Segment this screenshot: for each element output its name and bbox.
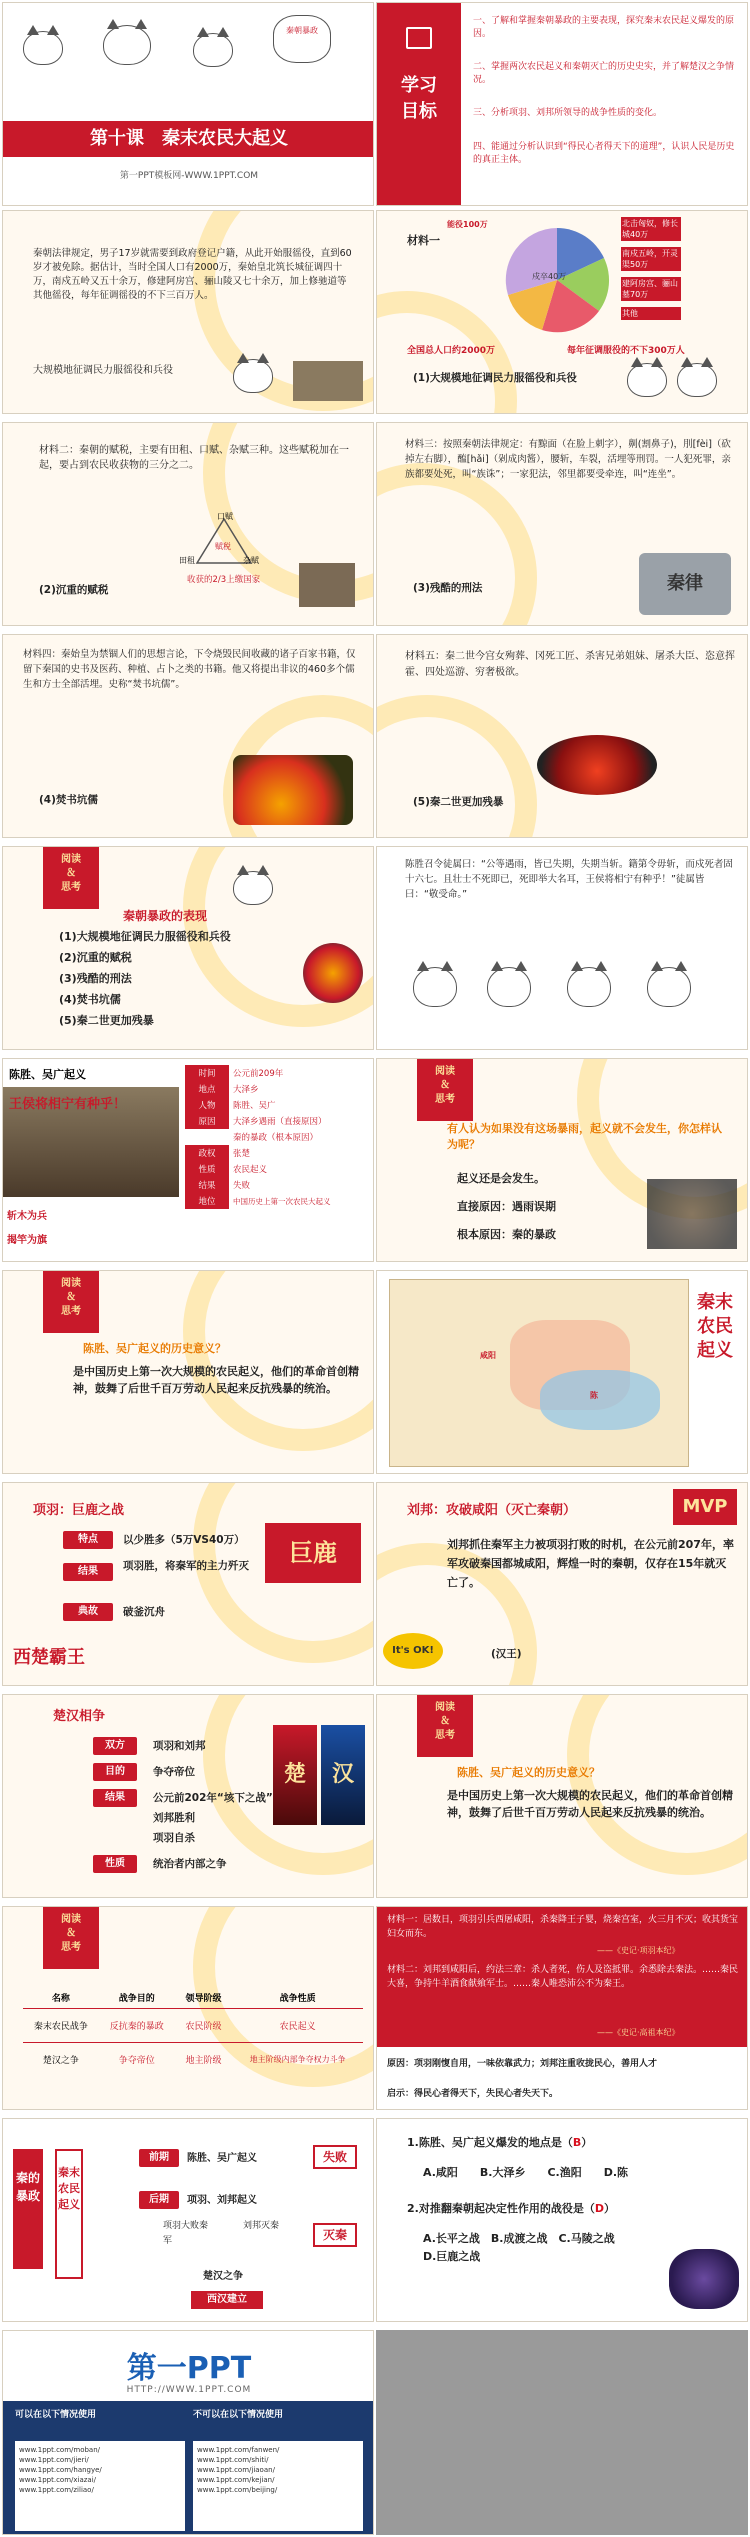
slide-tyranny-summary bbox=[2, 846, 374, 1050]
slide-rain-question bbox=[376, 1058, 748, 1262]
quiz-question: 1.陈胜、吴广起义爆发的地点是（B） bbox=[407, 2136, 593, 2149]
cartoon-cat bbox=[233, 871, 273, 905]
material-text: 材料二：秦朝的赋税，主要有田租、口赋、杂赋三种。这些赋税加在一起，要占到农民收获物的三分之二。 bbox=[39, 445, 349, 471]
hero-name: 西楚霸王 bbox=[13, 1647, 85, 1668]
lesson-text: 启示：得民心者得天下，失民心者失天下。 bbox=[387, 2089, 559, 2099]
footer-link[interactable]: www.1ppt.com/fanwen/ bbox=[197, 2446, 280, 2454]
answer-text: 直接原因：遇雨误期 bbox=[457, 1200, 556, 1213]
pie-label: 建阿房宫、骊山墓70万 bbox=[621, 277, 681, 301]
slide-significance-1 bbox=[2, 1270, 374, 1474]
caption: (汉王) bbox=[491, 1648, 522, 1660]
volcano-illustration bbox=[537, 735, 657, 795]
caption: 揭竿为旗 bbox=[7, 1235, 47, 1246]
han-flag: 汉 bbox=[321, 1725, 365, 1825]
section-title: 楚汉相争 bbox=[53, 1709, 106, 1724]
quiz-question: 2.对推翻秦朝起决定性作用的战役是（D） bbox=[407, 2202, 615, 2215]
reason-text: 原因：项羽刚愎自用，一味依靠武力；刘邦注重收拢民心，善用人才 bbox=[387, 2059, 658, 2069]
map-label: 咸阳 bbox=[480, 1351, 496, 1360]
table-row: 结果 失败 bbox=[185, 1177, 371, 1193]
map-region bbox=[540, 1370, 660, 1430]
read-think-badge: 阅读 ＆ 思考 bbox=[417, 1059, 473, 1121]
row-value: 统治者内部之争 bbox=[153, 1858, 227, 1870]
row-badge: 典故 bbox=[63, 1603, 113, 1621]
footer-link[interactable]: www.1ppt.com/kejian/ bbox=[197, 2476, 275, 2484]
slide-second-emperor bbox=[376, 634, 748, 838]
source: ——《史记·高祖本纪》 bbox=[597, 2028, 680, 2037]
caption: 斩木为兵 bbox=[7, 1211, 47, 1222]
brand-logo: 第一PPT bbox=[126, 2351, 252, 2386]
map-result: 灭秦 bbox=[313, 2223, 357, 2247]
slide-goals bbox=[376, 2, 748, 206]
license-band bbox=[3, 2401, 374, 2535]
blank-area bbox=[376, 2330, 748, 2535]
subtitle: 第一PPT模板网-WWW.1PPT.COM bbox=[119, 171, 259, 181]
cartoon-cat bbox=[103, 25, 151, 65]
summary-item: (2)沉重的赋税 bbox=[59, 951, 132, 964]
row-value: 破釜沉舟 bbox=[123, 1606, 165, 1618]
quiz-options: D.巨鹿之战 bbox=[423, 2250, 481, 2263]
table-row: 时间 公元前209年 bbox=[185, 1065, 371, 1081]
slide-title bbox=[2, 2, 374, 206]
question-text: 陈胜、吴广起义的历史意义？ bbox=[457, 1766, 600, 1779]
row-value: 争夺帝位 bbox=[153, 1766, 195, 1778]
goals-heading: 学习 目标 bbox=[401, 75, 437, 122]
event-text: 刘邦抓住秦军主力被项羽打败的时机，在公元前207年，率军攻破秦国都城咸阳，辉煌一时的秦朝，仅存在15年就灭亡了。 bbox=[447, 1538, 734, 1589]
goals-sidebar bbox=[377, 3, 461, 206]
material-text: 材料二：刘邦到咸阳后，约法三章：杀人者死，伤人及盗抵罪。余悉除去秦法。……秦民大喜，争持牛羊酒食献飨军士。……秦人唯恐沛公不为秦王。 bbox=[387, 1965, 739, 1989]
slide-comparison bbox=[2, 1906, 374, 2110]
map-node: 项羽、刘邦起义 bbox=[187, 2195, 257, 2206]
answer-text: 起义还是会发生。 bbox=[457, 1172, 545, 1185]
table-row: 政权 张楚 bbox=[185, 1145, 371, 1161]
table-row: 秦末农民战争 反抗秦的暴政 农民阶级 农民起义 bbox=[23, 2009, 363, 2043]
summary-item: (1)大规模地征调民力服徭役和兵役 bbox=[59, 930, 231, 943]
pie-label: 戍卒40万 bbox=[532, 272, 567, 281]
row-badge: 结果 bbox=[93, 1789, 137, 1807]
table-title: 陈胜、吴广起义 bbox=[3, 1063, 103, 1083]
row-badge: 双方 bbox=[93, 1737, 137, 1755]
slide-chu-han bbox=[2, 1694, 374, 1898]
read-think-badge: 阅读 ＆ 思考 bbox=[43, 1907, 99, 1969]
row-value: 以少胜多（5万VS40万） bbox=[123, 1534, 245, 1546]
slide-material-1 bbox=[376, 210, 748, 414]
link-list bbox=[193, 2441, 363, 2531]
table-row: 人物 陈胜、吴广 bbox=[185, 1097, 371, 1113]
link-list bbox=[15, 2441, 185, 2531]
section-label: (3)残酷的刑法 bbox=[413, 582, 483, 594]
row-badge: 结果 bbox=[63, 1563, 113, 1581]
slide-mindmap bbox=[2, 2118, 374, 2322]
cartoon-cat bbox=[647, 967, 691, 1007]
section-label: (4)焚书坑儒 bbox=[39, 794, 98, 806]
table-row: 性质 农民起义 bbox=[185, 1161, 371, 1177]
footer-link[interactable]: www.1ppt.com/jieri/ bbox=[19, 2456, 89, 2464]
wall-illustration bbox=[293, 361, 363, 401]
tax-illustration bbox=[299, 563, 355, 607]
pie-label: 能役100万 bbox=[447, 220, 488, 229]
summary-heading: 秦朝暴政的表现 bbox=[123, 909, 208, 923]
material-label: 材料一 bbox=[407, 234, 440, 247]
summary-item: (3)残酷的刑法 bbox=[59, 972, 132, 985]
fire-illustration bbox=[303, 943, 363, 1003]
map-node: 楚汉之争 bbox=[203, 2271, 243, 2282]
question-text: 陈胜、吴广起义的历史意义？ bbox=[83, 1342, 226, 1355]
brand-url: HTTP://WWW.1PPT.COM bbox=[126, 2385, 252, 2395]
footer-link[interactable]: www.1ppt.com/xiazai/ bbox=[19, 2476, 97, 2484]
footer-link[interactable]: www.1ppt.com/moban/ bbox=[19, 2446, 101, 2454]
title-band bbox=[3, 121, 374, 157]
map-branch: 前期 bbox=[139, 2149, 179, 2167]
question-text: 有人认为如果没有这场暴雨，起义就不会发生，你怎样认为呢？ bbox=[447, 1122, 722, 1151]
map-result: 失败 bbox=[313, 2145, 357, 2169]
map-node: 刘邦灭秦 bbox=[243, 2221, 280, 2231]
pie-caption: 全国总人口约2000万 bbox=[407, 346, 496, 356]
cartoon-cat bbox=[193, 33, 233, 67]
goal-item: 二、掌握两次农民起义和秦朝灭亡的历史史实，并了解楚汉之争情况。 bbox=[473, 62, 735, 85]
uprising-map bbox=[389, 1279, 689, 1467]
stone-illustration bbox=[647, 1179, 737, 1249]
footer-link[interactable]: www.1ppt.com/jiaoan/ bbox=[197, 2466, 275, 2474]
row-value: 公元前202年“垓下之战” bbox=[153, 1792, 273, 1804]
tax-node: 杂赋 bbox=[243, 556, 259, 565]
section-label: 大规模地征调民力服徭役和兵役 bbox=[33, 365, 173, 376]
slide-julu bbox=[2, 1482, 374, 1686]
slide-map bbox=[376, 1270, 748, 1474]
slide-book-burning bbox=[2, 634, 374, 838]
julu-sign: 巨鹿 bbox=[265, 1523, 361, 1583]
quiz-options: A.长平之战 B.成渡之战 C.马陵之战 bbox=[423, 2232, 615, 2245]
slide-chen-sheng-quote bbox=[376, 846, 748, 1050]
read-think-badge: 阅读 ＆ 思考 bbox=[417, 1695, 473, 1757]
materials-band bbox=[377, 1907, 748, 2047]
slide-corvee bbox=[2, 210, 374, 414]
fire-illustration bbox=[233, 755, 353, 825]
slide-significance-2 bbox=[376, 1694, 748, 1898]
slide-xianyang bbox=[376, 1482, 748, 1686]
tax-center: 赋税 bbox=[215, 542, 231, 551]
license-heading: 不可以在以下情况使用 bbox=[193, 2410, 284, 2420]
presentation-icon bbox=[406, 27, 432, 49]
tax-note: 收获的2/3上缴国家 bbox=[187, 575, 261, 585]
section-label: (2)沉重的赋税 bbox=[39, 584, 109, 596]
footer-link[interactable]: www.1ppt.com/shiti/ bbox=[197, 2456, 269, 2464]
material-text: 材料四：秦始皇为禁锢人们的思想言论，下令烧毁民间收藏的诸子百家书籍，仅留下秦国的史书及医药、种植、占卜之类的书籍。他又将提出非议的460多个儒生和方士全部活埋。史称“焚书坑儒”。 bbox=[23, 649, 356, 690]
material-text: 材料三：按照秦朝法律规定：有黥面（在脸上刺字），劓(割鼻子)，刖[fèi]（砍掉左右脚），醢[hǎi]（剁成肉酱），腰斩，车裂，活埋等刑罚。一人犯死罪，亲族都要处死，叫“族诛”；一家犯法，邻里都要受牵连，叫“连坐”。 bbox=[405, 439, 731, 480]
answer-text: 是中国历史上第一次大规模的农民起义，他们的革命首创精神，鼓舞了后世千百万劳动人民起来反抗残暴的统治。 bbox=[73, 1365, 359, 1395]
soldiers-illustration bbox=[669, 2249, 739, 2309]
cartoon-cat bbox=[487, 967, 531, 1007]
row-value: 项羽自杀 bbox=[153, 1832, 195, 1844]
source: ——《史记·项羽本纪》 bbox=[597, 1946, 680, 1955]
table-header-row: 名称 战争目的 领导阶级 战争性质 bbox=[51, 1994, 316, 2004]
map-root: 秦的暴政 bbox=[13, 2149, 43, 2269]
quiz-options: A.咸阳 B.大泽乡 C.渔阳 D.陈 bbox=[423, 2166, 629, 2179]
answer-text: 根本原因：秦的暴政 bbox=[457, 1228, 556, 1241]
law-stone: 秦律 bbox=[639, 553, 731, 615]
footer-link[interactable]: www.1ppt.com/beijing/ bbox=[197, 2486, 278, 2494]
cartoon-cat bbox=[677, 363, 717, 397]
battle-title: 刘邦：攻破咸阳（灭亡秦朝） bbox=[407, 1503, 577, 1518]
table-row: 地点 大泽乡 bbox=[185, 1081, 371, 1097]
slide-brand bbox=[2, 2330, 374, 2535]
table-row: 原因 大泽乡遇雨（直接原因） bbox=[185, 1113, 371, 1129]
uprising-painting bbox=[3, 1087, 179, 1197]
row-badge: 特点 bbox=[63, 1531, 113, 1549]
goal-item: 一、了解和掌握秦朝暴政的主要表现，探究秦末农民起义爆发的原因。 bbox=[473, 16, 735, 39]
goal-item: 三、分析项羽、刘邦所领导的战争性质的变化。 bbox=[473, 108, 663, 118]
map-node: 项羽大败秦军 bbox=[163, 2221, 209, 2246]
slide-law bbox=[376, 422, 748, 626]
map-end: 西汉建立 bbox=[191, 2291, 263, 2309]
pie-label: 北击匈奴，修长城40万 bbox=[621, 217, 681, 241]
read-think-badge: 阅读 ＆ 思考 bbox=[43, 847, 99, 909]
cartoon-cat bbox=[413, 967, 457, 1007]
slide-materials-final bbox=[376, 1906, 748, 2110]
row-badge: 性质 bbox=[93, 1855, 137, 1873]
cartoon-cat bbox=[233, 359, 273, 393]
map-center: 秦末农民起义 bbox=[55, 2149, 83, 2279]
slide-quiz bbox=[376, 2118, 748, 2322]
comparison-table bbox=[23, 1987, 363, 2076]
table-row: 秦的暴政（根本原因） bbox=[233, 1133, 319, 1143]
chu-flag: 楚 bbox=[273, 1725, 317, 1825]
mvp-badge: MVP bbox=[673, 1489, 737, 1525]
map-label: 陈 bbox=[590, 1391, 598, 1400]
license-heading: 可以在以下情况使用 bbox=[15, 2410, 97, 2420]
battle-title: 项羽：巨鹿之战 bbox=[33, 1503, 125, 1518]
cartoon-cat bbox=[23, 31, 63, 65]
slide-tax bbox=[2, 422, 374, 626]
lesson-title: 第十课 秦末农民大起义 bbox=[90, 128, 288, 149]
cartoon-cat bbox=[567, 967, 611, 1007]
slide-uprising-table bbox=[2, 1058, 374, 1262]
row-value: 项羽和刘邦 bbox=[153, 1740, 206, 1752]
footer-link[interactable]: www.1ppt.com/ziliao/ bbox=[19, 2486, 94, 2494]
summary-item: (5)秦二世更加残暴 bbox=[59, 1014, 154, 1027]
section-label: (5)秦二世更加残暴 bbox=[413, 796, 504, 808]
pie-caption: 每年征调服役的不下300万人 bbox=[567, 346, 685, 356]
summary-item: (4)焚书坑儒 bbox=[59, 993, 121, 1006]
row-badge: 目的 bbox=[93, 1763, 137, 1781]
row-value: 刘邦胜利 bbox=[153, 1812, 195, 1824]
material-text: 材料五：秦二世今宫女殉葬、冈死工匠、杀害兄弟姐妹、屠杀大臣、恣意挥霍、四处巡游、穷奢极欲。 bbox=[405, 651, 735, 678]
map-title: 秦末农民起义 bbox=[697, 1292, 733, 1361]
row-value: 项羽胜，将秦军的主力歼灭 bbox=[123, 1560, 249, 1572]
uprising-table bbox=[185, 1065, 371, 1209]
material-text: 秦朝法律规定，男子17岁就需要到政府登记户籍，从此开始服徭役，直到60岁才被免除。据估计，当时全国人口有2000万，秦始皇北筑长城征调四十万，南戍五岭又五十余万，修建阿房宫、骊山陵又七十余万，加上修驰道等其他徭役，每年征调徭役的不下三百万人。 bbox=[33, 248, 352, 301]
tax-node: 田租 bbox=[179, 556, 195, 565]
section-label: (1)大规模地征调民力服徭役和兵役 bbox=[413, 372, 577, 384]
pie-label: 其他 bbox=[621, 307, 681, 320]
goal-item: 四、能通过分析认识到“得民心者得天下的道理”，认识人民是历史的真正主体。 bbox=[473, 142, 735, 165]
read-think-badge: 阅读 ＆ 思考 bbox=[43, 1271, 99, 1333]
painting-banner: 王侯将相宁有种乎！ bbox=[9, 1097, 127, 1112]
footer-link[interactable]: www.1ppt.com/hangye/ bbox=[19, 2466, 102, 2474]
speech-bubble: 秦朝暴政 bbox=[273, 15, 331, 63]
cartoon-cat bbox=[627, 363, 667, 397]
material-text: 材料一：居数日，项羽引兵西屠咸阳，杀秦降王子婴，烧秦宫室，火三月不灭；收其货宝妇女而东。 bbox=[387, 1915, 739, 1939]
map-node: 陈胜、吴广起义 bbox=[187, 2153, 257, 2164]
answer-text: 是中国历史上第一次大规模的农民起义，他们的革命首创精神，鼓舞了后世千百万劳动人民起来反抗残暴的统治。 bbox=[447, 1789, 733, 1819]
pie-label: 南戍五岭，开灵渠50万 bbox=[621, 247, 681, 271]
table-row: 楚汉之争 争夺帝位 地主阶级 地主阶级内部争夺权力斗争 bbox=[23, 2043, 363, 2077]
tax-node: 口赋 bbox=[217, 512, 233, 521]
ok-badge: It's OK! bbox=[383, 1633, 443, 1669]
quote-text: 陈胜召令徒属曰：“公等遇雨，皆已失期，失期当斩。籍第令毋斩，而戍死者固十六七。且壮士不死即已，死即举大名耳，王侯将相宁有种乎！”徒属皆曰：“敬受命。” bbox=[405, 859, 733, 900]
table-row: 地位 中国历史上第一次农民大起义 bbox=[185, 1193, 371, 1209]
map-branch: 后期 bbox=[139, 2191, 179, 2209]
